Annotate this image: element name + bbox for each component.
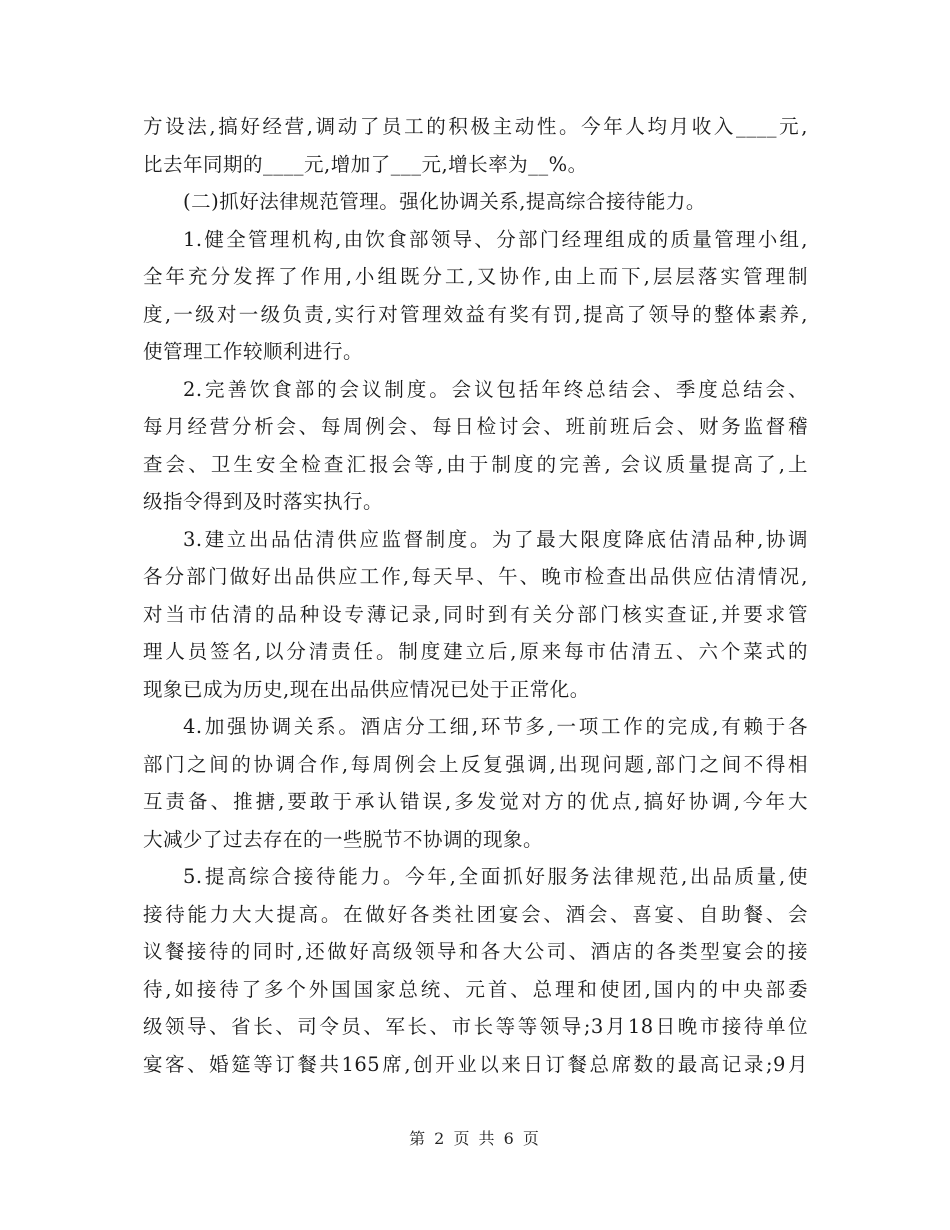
text-line: 理人员签名,以分清责任。制度建立后,原来每市估清五、六个菜式的 [143, 640, 808, 663]
text-line: 每月经营分析会、每周例会、每日检讨会、班前班后会、财务监督稽 [143, 415, 808, 438]
paragraph-item-1 [143, 221, 808, 371]
text-line: 全年充分发挥了作用,小组既分工,又协作,由上而下,层层落实管理制 [143, 265, 808, 288]
paragraph-item-3 [143, 521, 808, 709]
text-line: 1.健全管理机构,由饮食部领导、分部门经理组成的质量管理小组, [183, 227, 808, 251]
text-line: 3.建立出品估清供应监督制度。为了最大限度降底估清品种,协调 [183, 527, 808, 551]
text-line: 级指令得到及时落实执行。 [143, 490, 384, 513]
text-line: 互责备、推搪,要敢于承认错误,多发觉对方的优点,搞好协调,今年大 [143, 790, 808, 813]
text-line: 大减少了过去存在的一些脱节不协调的现象。 [143, 827, 544, 851]
section-heading-legal-management [143, 183, 808, 221]
text-line: 各分部门做好出品供应工作,每天早、午、晚市检查出品供应估清情况, [143, 565, 808, 588]
text-line: 对当市估清的品种设专薄记录,同时到有关分部门核实查证,并要求管 [143, 602, 808, 626]
text-line: 使管理工作较顺利进行。 [143, 340, 364, 363]
paragraph-income [143, 108, 808, 183]
text-line: 4.加强协调关系。酒店分工细,环节多,一项工作的完成,有赖于各 [183, 715, 808, 738]
text-line: (二)抓好法律规范管理。强化协调关系,提高综合接待能力。 [183, 190, 706, 213]
page-number-footer: 第 2 页 共 6 页 [409, 1129, 541, 1148]
text-line: 度,一级对一级负责,实行对管理效益有奖有罚,提高了领导的整体素养, [143, 302, 808, 326]
text-line: 比去年同期的____元,增加了___元,增长率为__%。 [143, 152, 588, 176]
text-line: 现象已成为历史,现在出品供应情况已处于正常化。 [143, 677, 590, 701]
text-line: 接待能力大大提高。在做好各类社团宴会、酒会、喜宴、自助餐、会 [143, 902, 808, 926]
paragraph-item-2 [143, 371, 808, 521]
text-line: 宴客、婚筵等订餐共165席,创开业以来日订餐总席数的最高记录;9月 [143, 1052, 808, 1076]
document-body [143, 108, 808, 1083]
text-line: 部门之间的协调合作,每周例会上反复强调,出现问题,部门之间不得相 [143, 752, 808, 776]
text-line: 议餐接待的同时,还做好高级领导和各大公司、酒店的各类型宴会的接 [143, 940, 808, 963]
paragraph-item-5 [143, 858, 808, 1083]
text-line: 待,如接待了多个外国国家总统、元首、总理和使团,国内的中央部委 [143, 977, 808, 1001]
text-line: 5.提高综合接待能力。今年,全面抓好服务法律规范,出品质量,使 [183, 865, 808, 888]
paragraph-item-4 [143, 708, 808, 858]
text-line: 方设法,搞好经营,调动了员工的积极主动性。今年人均月收入____元, [143, 115, 808, 138]
text-line: 2.完善饮食部的会议制度。会议包括年终总结会、季度总结会、 [183, 377, 808, 401]
text-line: 查会、卫生安全检查汇报会等,由于制度的完善, 会议质量提高了,上 [143, 452, 808, 476]
text-line: 级领导、省长、司令员、军长、市长等等领导;3月18日晚市接待单位 [143, 1015, 808, 1038]
